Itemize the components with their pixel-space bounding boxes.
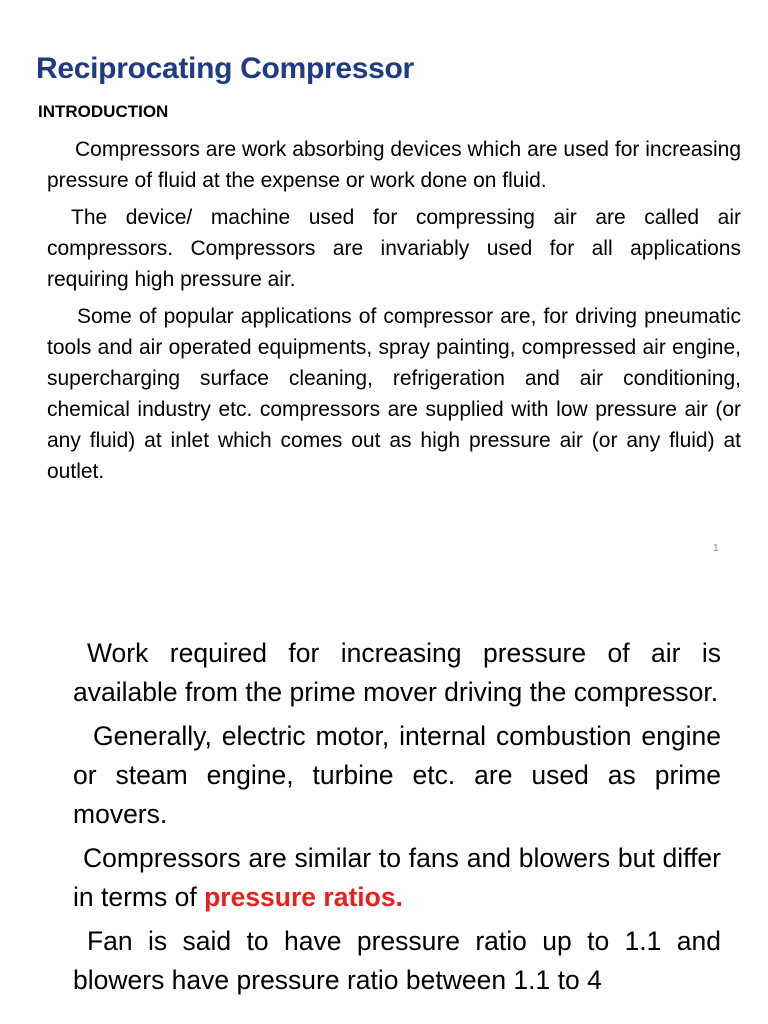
paragraph-air-compressors: The device/ machine used for compressing air are called air compressors. Compressors are invariably used for all applications requiring high pressure air. <box>47 206 741 291</box>
paragraph-prime-movers: Generally, electric motor, internal combustion engine or steam engine, turbine etc. are used as prime movers. <box>73 721 721 829</box>
paragraph-applications: Some of popular applications of compressor are, for driving pneumatic tools and air operated equipments, spray painting, compressed air engine, supercharging surface cleaning, refrigeration and air conditioning, chemical industry etc. compressors are supplied with low pressure air (or any fluid) at inlet which comes out as high pressure air (or any fluid) at outlet. <box>47 305 741 483</box>
paragraph-compressor-definition: Compressors are work absorbing devices which are used for increasing pressure of fluid at the expense or work done on fluid. <box>47 138 741 192</box>
slide-1-body <box>47 134 741 493</box>
slide-title: Reciprocating Compressor <box>36 52 414 85</box>
paragraph-fans-blowers <box>73 839 721 917</box>
slide-number: 1 <box>713 543 719 554</box>
paragraph-pressure-ratio: Fan is said to have pressure ratio up to 1.1 and blowers have pressure ratio between 1.1 to 4 <box>73 926 721 995</box>
section-heading: INTRODUCTION <box>38 102 169 121</box>
paragraph-work-required: Work required for increasing pressure of air is available from the prime mover driving the compressor. <box>73 638 721 707</box>
fans-blowers-text: Compressors are similar to fans and blowers but differ in terms of <box>73 843 721 912</box>
slide-2-body <box>73 634 721 1005</box>
pressure-ratios-highlight: pressure ratios. <box>204 882 403 912</box>
